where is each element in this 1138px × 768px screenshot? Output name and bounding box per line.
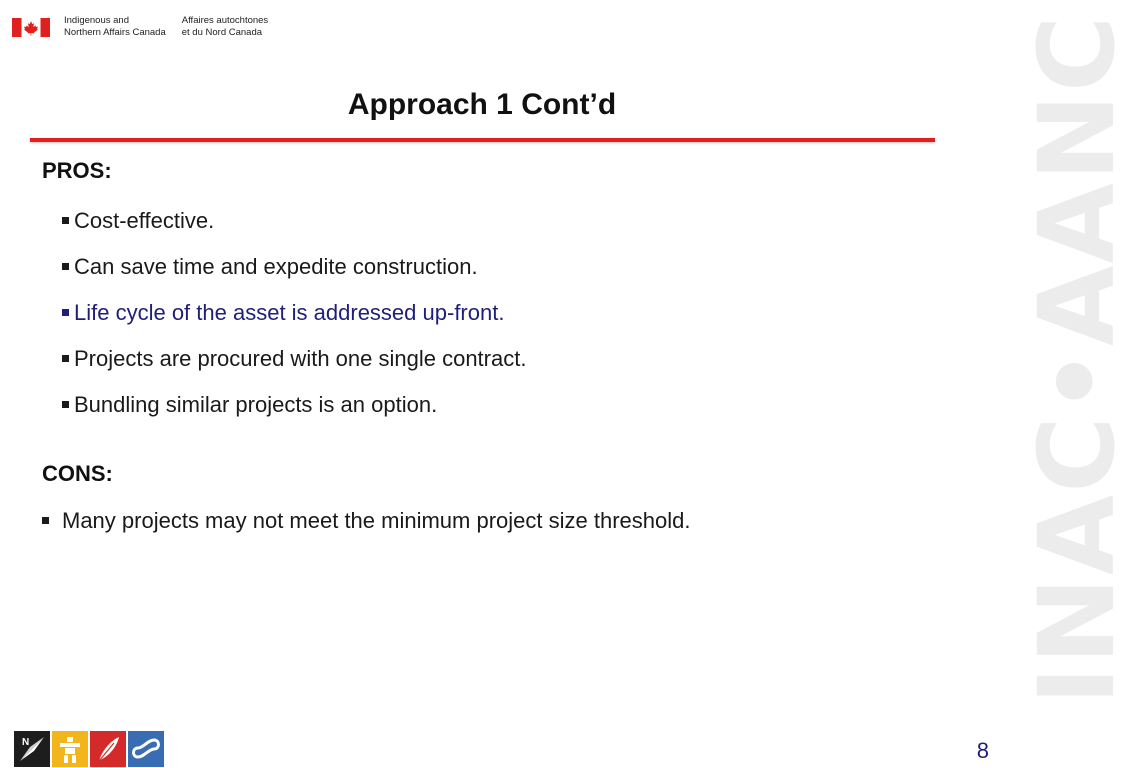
title-divider: [30, 138, 935, 142]
page-number: 8: [976, 738, 989, 763]
pros-item-text: Can save time and expedite construction.: [74, 254, 478, 279]
pros-item-text: Bundling similar projects is an option.: [74, 392, 438, 417]
cons-heading: CONS:: [42, 461, 113, 486]
footer-icon-strip: [14, 731, 164, 767]
pros-heading: PROS:: [42, 158, 112, 183]
department-name-french: [182, 15, 268, 38]
watermark: [937, 13, 1138, 710]
slide-title: Approach 1 Cont’d: [347, 88, 617, 121]
department-name-english: [64, 15, 166, 38]
department-name-english-line1: Indigenous and: [64, 15, 129, 26]
department-name-french-line2: et du Nord Canada: [181, 26, 263, 38]
bullet-square-icon: [62, 217, 69, 224]
cons-item-text: Many projects may not meet the minimum project size threshold.: [62, 508, 691, 533]
pros-item: [62, 390, 526, 436]
pros-list: [62, 206, 526, 436]
bullet-square-icon: [62, 401, 69, 408]
pros-item: [62, 206, 526, 252]
department-header: [12, 15, 268, 43]
department-name-english-line2: Northern Affairs Canada: [64, 26, 166, 38]
pros-item: [62, 252, 526, 298]
bullet-square-icon: [62, 309, 69, 316]
inukshuk-icon: [52, 731, 88, 767]
bullet-square-icon: [62, 263, 69, 270]
feather-icon: [90, 731, 126, 767]
department-name-french-line1: Affaires autochtones: [181, 15, 269, 26]
svg-text:N: N: [22, 737, 30, 748]
pros-item-text: Cost-effective.: [74, 208, 215, 233]
pros-item: [62, 298, 526, 344]
canada-flag-icon: [12, 18, 50, 37]
cons-list: [42, 506, 690, 536]
pros-item-text: Life cycle of the asset is addressed up-front.: [74, 300, 505, 325]
bullet-square-icon: [42, 517, 49, 524]
infinity-icon: [128, 731, 164, 767]
compass-icon: [14, 731, 50, 767]
watermark-text: INAC•AANC: [1016, 13, 1138, 705]
pros-item-text: Projects are procured with one single contract.: [74, 346, 527, 371]
cons-item: [42, 506, 690, 536]
bullet-square-icon: [62, 355, 69, 362]
pros-item: [62, 344, 526, 390]
